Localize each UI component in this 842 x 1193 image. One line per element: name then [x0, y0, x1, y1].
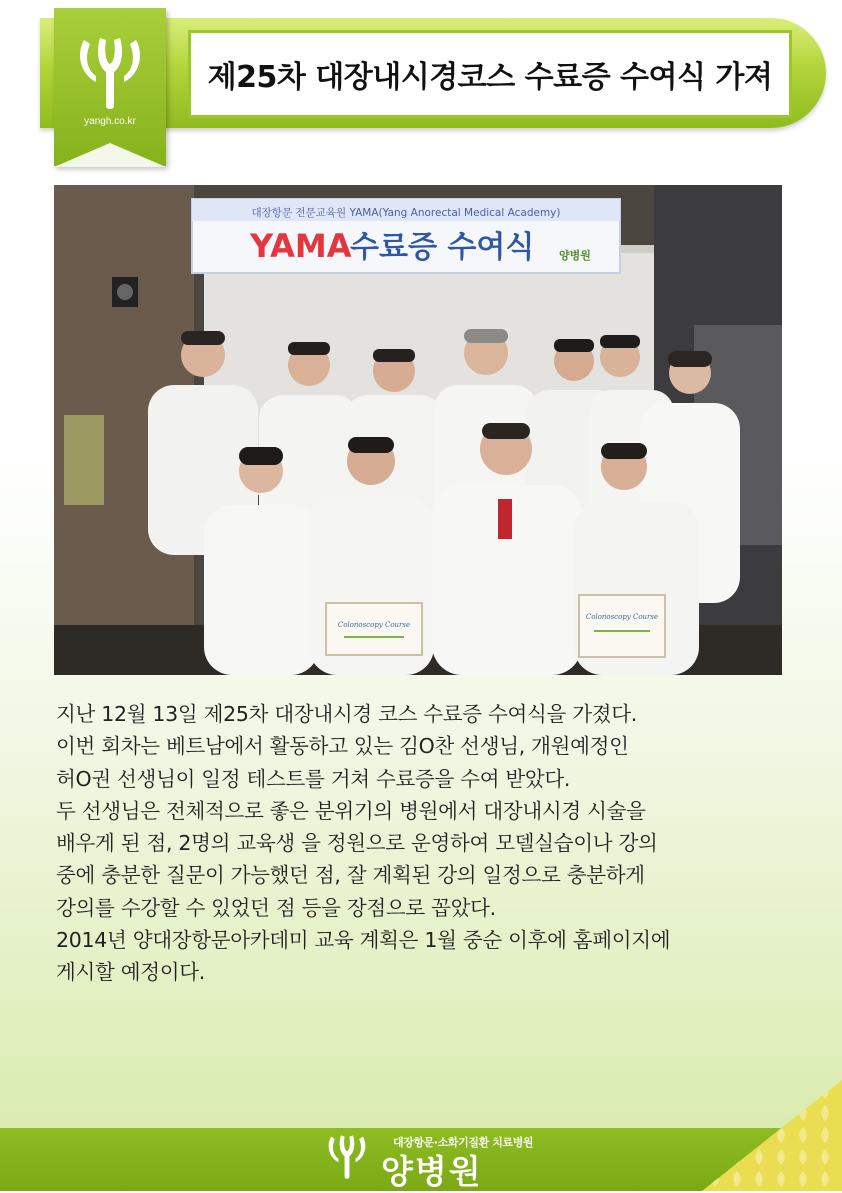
body-line-4: 두 선생님은 전체적으로 좋은 분위기의 병원에서 대장내시경 시술을	[56, 798, 646, 823]
logo-url: yangh.co.kr	[84, 116, 136, 127]
certificate-left-text: Colonoscopy Course	[337, 621, 411, 629]
body-line-5: 배우게 된 점, 2명의 교육생 을 정원으로 운영하여 모델실습이나 강의	[56, 831, 658, 856]
article-body	[56, 698, 788, 989]
body-line-8: 2014년 양대장항문아카데미 교육 계획은 1월 중순 이후에 홈페이지에	[56, 928, 671, 953]
yang-hospital-logo-icon	[325, 1134, 369, 1182]
page-title: 제25차 대장내시경코스 수료증 수여식 가져	[207, 60, 773, 95]
certificate-right-text: Colonoscopy Course	[585, 613, 659, 621]
body-line-1: 지난 12월 13일 제25차 대장내시경 코스 수료증 수여식을 가졌다.	[56, 702, 637, 726]
title-box	[188, 30, 792, 118]
body-line-9: 게시할 예정이다.	[56, 960, 205, 985]
footer-hospital-name: 양병원	[381, 1152, 483, 1191]
banner-ceremony-text: 수료증 수여식	[350, 230, 535, 265]
banner-yama-text: YAMA	[250, 227, 352, 265]
body-line-6: 중에 충분한 질문이 가능했던 점, 잘 계획된 강의 일정으로 충분하게	[56, 863, 645, 888]
event-photo	[54, 185, 782, 675]
yang-hospital-logo-icon	[74, 36, 146, 114]
footer-subtitle: 대장항문·소화기질환 치료병원	[393, 1136, 534, 1149]
body-line-7: 강의를 수강할 수 있었던 점 등을 장점으로 꼽았다.	[56, 895, 496, 920]
footer-pattern-decoration	[682, 1080, 842, 1191]
logo-tab	[54, 8, 166, 166]
body-line-2: 이번 회차는 베트남에서 활동하고 있는 김O찬 선생님, 개원예정인	[56, 734, 629, 759]
banner-small-text: 대장항문 전문교육원 YAMA(Yang Anorectal Medical Academy)	[251, 207, 561, 219]
banner-brand-text: 양병원	[559, 249, 591, 262]
photo-scene	[54, 185, 782, 675]
certificate-left	[326, 603, 422, 655]
footer-logo	[325, 1128, 555, 1191]
certificate-right	[579, 595, 665, 657]
body-line-3: 허O권 선생님이 일정 테스트를 거쳐 수료증을 수여 받았다.	[56, 766, 571, 791]
